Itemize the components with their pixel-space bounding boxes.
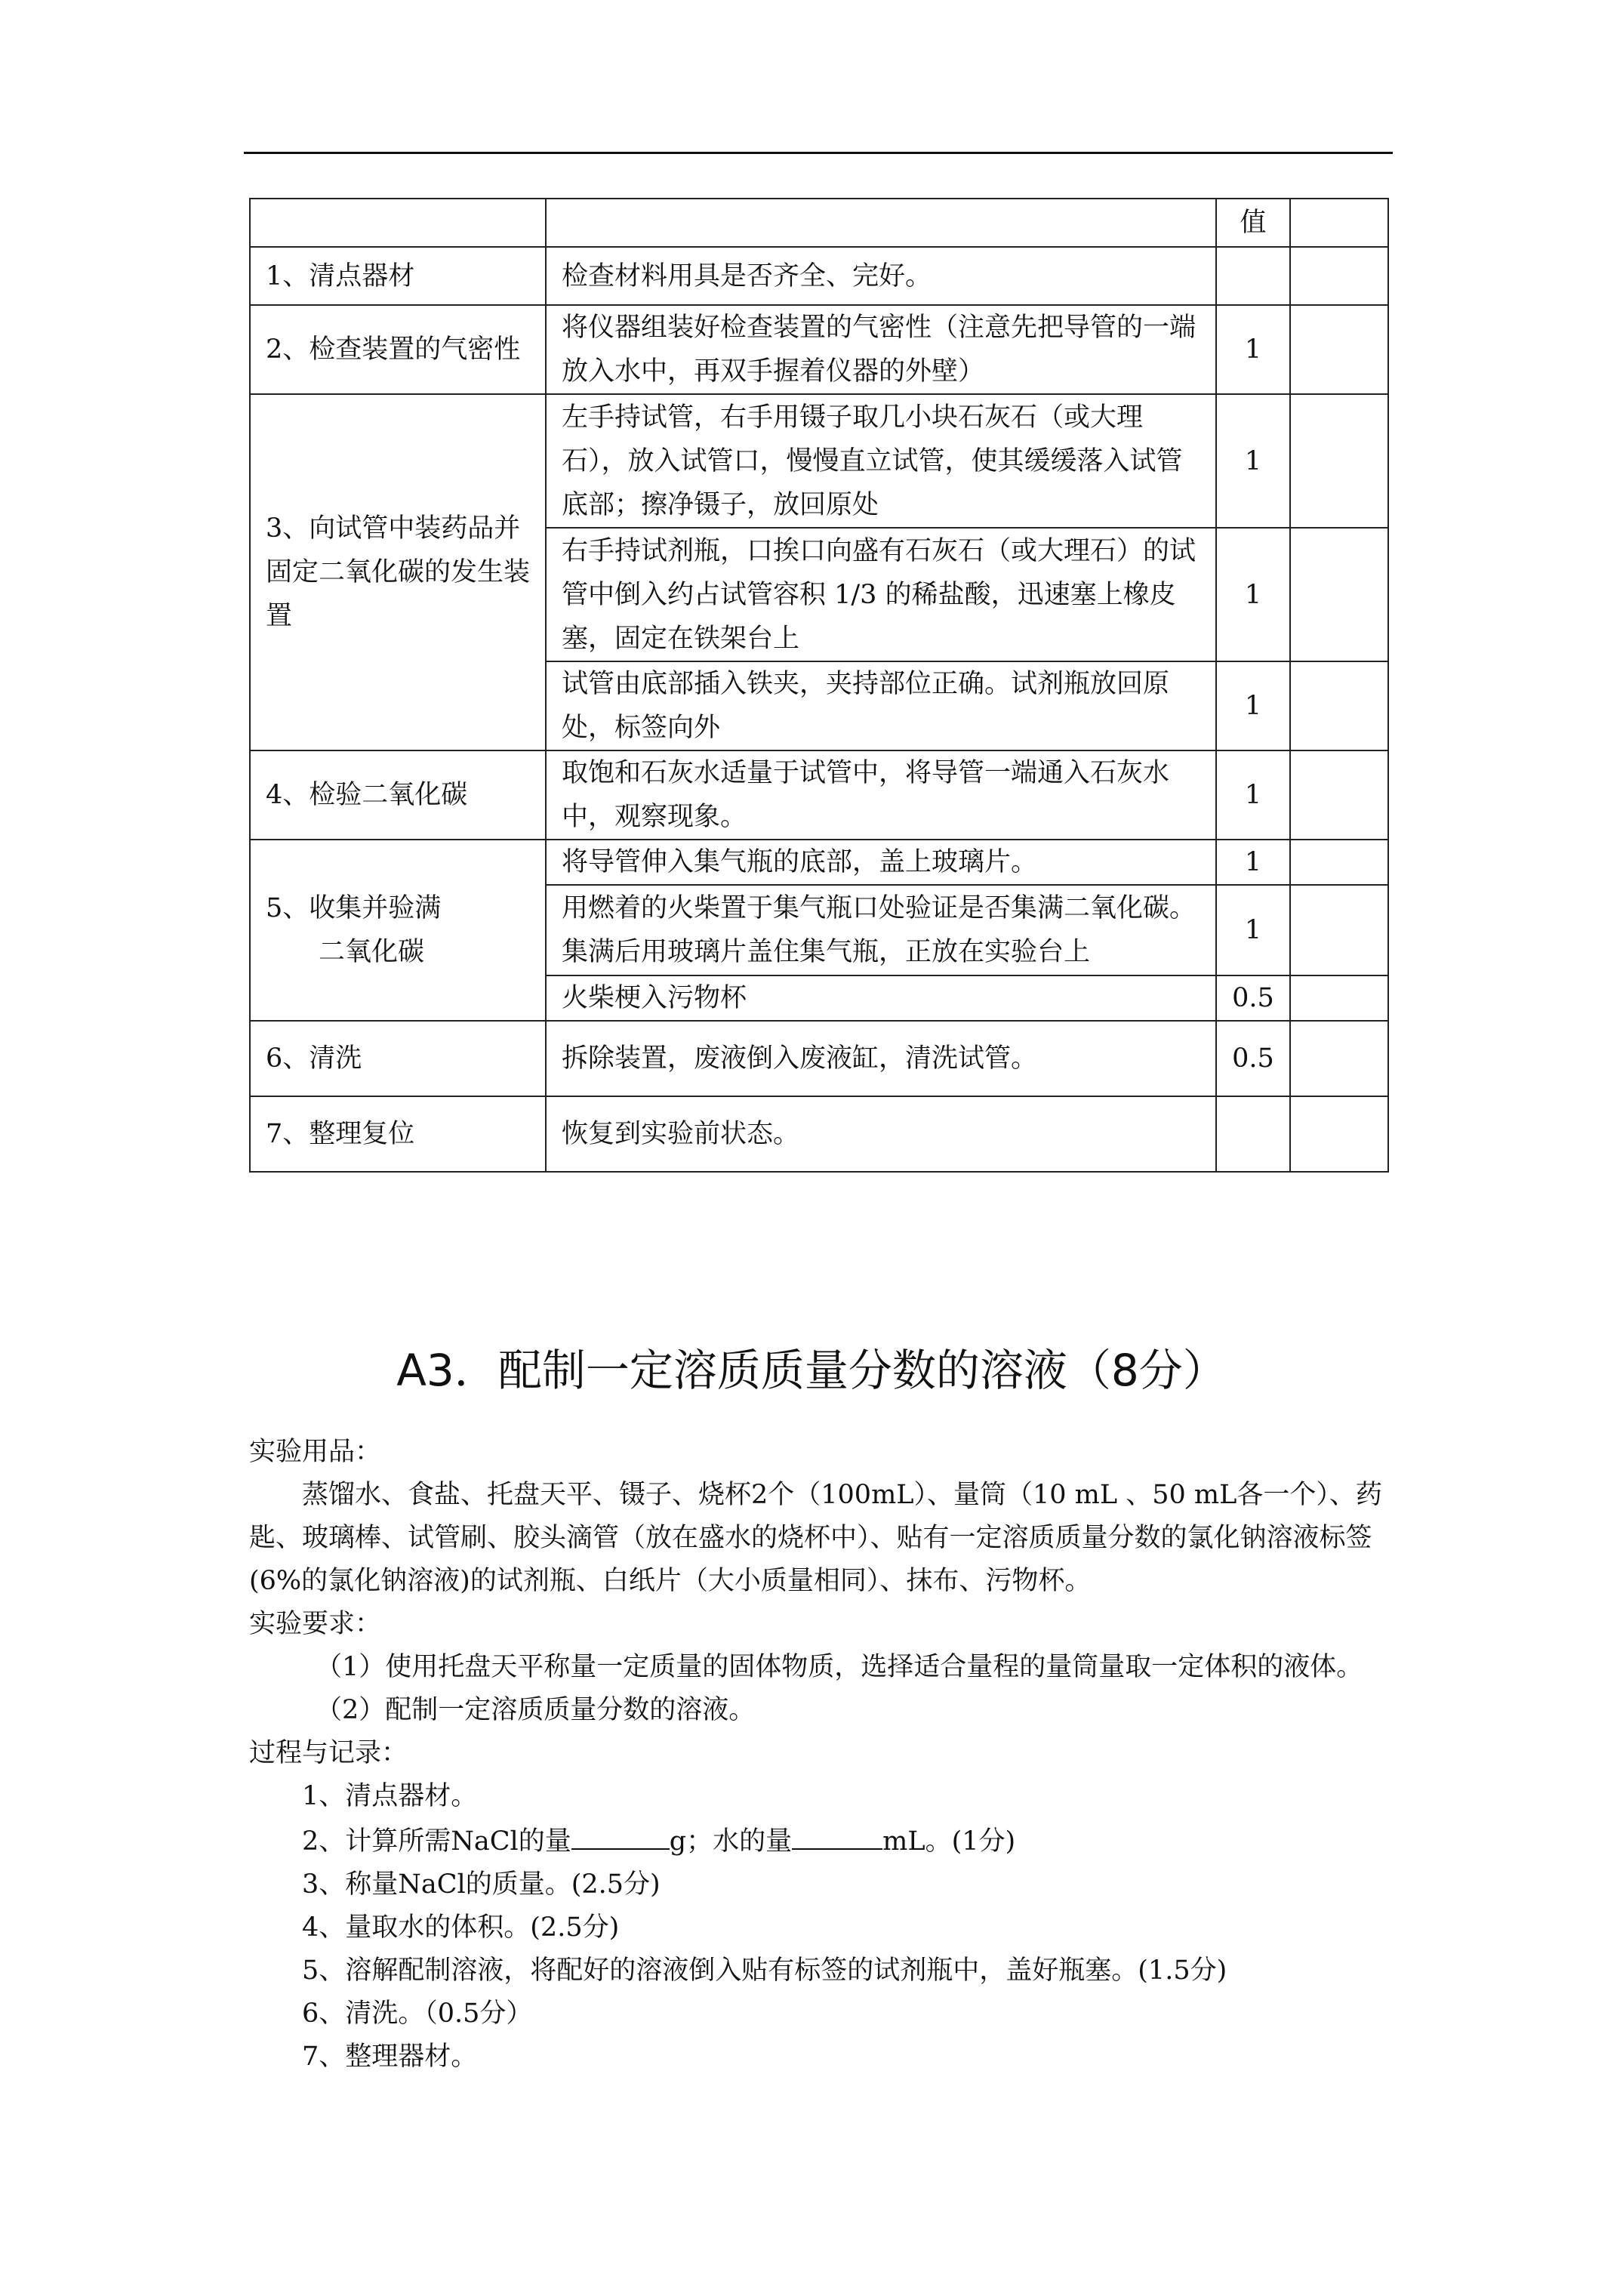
blank-cell [1290,247,1388,305]
supplies-text: 蒸馏水、食盐、托盘天平、镊子、烧杯2个（100mL）、量筒（10 mL 、50 mL各一个）、药匙、玻璃棒、试管刷、胶头滴管（放在盛水的烧杯中）、贴有一定溶质质量分数的氯化钠溶液标签(6%的氯化钠溶液)的试剂瓶、白纸片（大小质量相同）、抹布、污物杯。 [249,1480,1382,1596]
score-cell: 1 [1216,885,1290,975]
detail-cell: 右手持试剂瓶，口挨口向盛有石灰石（或大理石）的试管中倒入约占试管容积 1/3 的稀盐酸，迅速塞上橡皮塞，固定在铁架台上 [546,528,1216,661]
detail-cell: 检查材料用具是否齐全、完好。 [546,247,1216,305]
blank-cell [1290,975,1388,1021]
process-item-text: mL。(1分) [882,1826,1016,1857]
table-row [250,394,1388,528]
step-label-continued: 二氧化碳 [319,937,425,967]
score-cell [1216,247,1290,305]
step-cell: 1、清点器材 [250,247,546,305]
blank-cell [1290,1096,1388,1172]
detail-cell: 恢复到实验前状态。 [546,1096,1216,1172]
header-cell [546,199,1216,247]
blank-cell [1290,528,1388,661]
table-row [250,305,1388,394]
detail-cell: 拆除装置，废液倒入废液缸，清洗试管。 [546,1021,1216,1096]
process-item: 1、清点器材。 [302,1781,478,1811]
score-cell: 0.5 [1216,1021,1290,1096]
detail-cell: 取饱和石灰水适量于试管中，将导管一端通入石灰水中，观察现象。 [546,750,1216,840]
requirement-item: （1）使用托盘天平称量一定质量的固体物质，选择适合量程的量筒量取一定体积的液体。 [316,1652,1363,1682]
process-label: 过程与记录： [249,1738,408,1768]
process-item: 5、溶解配制溶液，将配好的溶液倒入贴有标签的试剂瓶中，盖好瓶塞。(1.5分) [302,1955,1227,1986]
header-cell [250,199,546,247]
blank-cell [1290,750,1388,840]
section-title: A3．配制一定溶质质量分数的溶液（8分） [396,1345,1227,1396]
detail-cell: 试管由底部插入铁夹，夹持部位正确。试剂瓶放回原处，标签向外 [546,661,1216,750]
section-body [249,1431,1387,2079]
process-item-text: 2、计算所需NaCl的量 [302,1826,571,1857]
detail-cell: 用燃着的火柴置于集气瓶口处验证是否集满二氧化碳。集满后用玻璃片盖住集气瓶，正放在实验台上 [546,885,1216,975]
process-item: 4、量取水的体积。(2.5分) [302,1912,620,1943]
score-cell: 1 [1216,305,1290,394]
blank-cell [1290,840,1388,885]
blank-cell [1290,885,1388,975]
detail-cell: 火柴梗入污物杯 [546,975,1216,1021]
process-item-text: g；水的量 [669,1826,793,1857]
score-cell: 1 [1216,661,1290,750]
blank-cell [1290,305,1388,394]
process-item: 3、称量NaCl的质量。(2.5分) [302,1869,661,1900]
score-cell: 1 [1216,394,1290,528]
header-rule [244,152,1393,154]
table-row [250,840,1388,885]
score-cell [1216,1096,1290,1172]
water-volume-blank[interactable] [792,1818,882,1850]
step-cell [250,840,546,1021]
table-row [250,750,1388,840]
nacl-mass-blank[interactable] [571,1818,670,1850]
score-cell: 1 [1216,750,1290,840]
detail-cell: 将仪器组装好检查装置的气密性（注意先把导管的一端放入水中，再双手握着仪器的外壁） [546,305,1216,394]
step-label: 5、收集并验满 [266,893,442,923]
process-item: 7、整理器材。 [302,2042,478,2072]
step-cell: 4、检验二氧化碳 [250,750,546,840]
score-cell: 0.5 [1216,975,1290,1021]
process-item [249,1818,1387,1863]
scoring-table [249,198,1389,1173]
step-cell: 3、向试管中装药品并固定二氧化碳的发生装置 [250,394,546,750]
detail-cell: 左手持试管，右手用镊子取几小块石灰石（或大理石），放入试管口，慢慢直立试管，使其缓缓落入试管底部；擦净镊子，放回原处 [546,394,1216,528]
supplies-label: 实验用品： [249,1437,382,1467]
requirement-item: （2）配制一定溶质质量分数的溶液。 [316,1695,756,1725]
table-row [250,1021,1388,1096]
header-cell [1290,199,1388,247]
header-score-label: 值 [1216,199,1290,247]
requirements-label: 实验要求： [249,1609,382,1639]
blank-cell [1290,394,1388,528]
table-row [250,1096,1388,1172]
table-row [250,247,1388,305]
detail-cell: 将导管伸入集气瓶的底部，盖上玻璃片。 [546,840,1216,885]
blank-cell [1290,1021,1388,1096]
score-cell: 1 [1216,840,1290,885]
step-cell: 7、整理复位 [250,1096,546,1172]
score-cell: 1 [1216,528,1290,661]
step-cell: 6、清洗 [250,1021,546,1096]
table-header-row [250,199,1388,247]
blank-cell [1290,661,1388,750]
process-item: 6、清洗。（0.5分） [302,1999,533,2029]
step-cell: 2、检查装置的气密性 [250,305,546,394]
